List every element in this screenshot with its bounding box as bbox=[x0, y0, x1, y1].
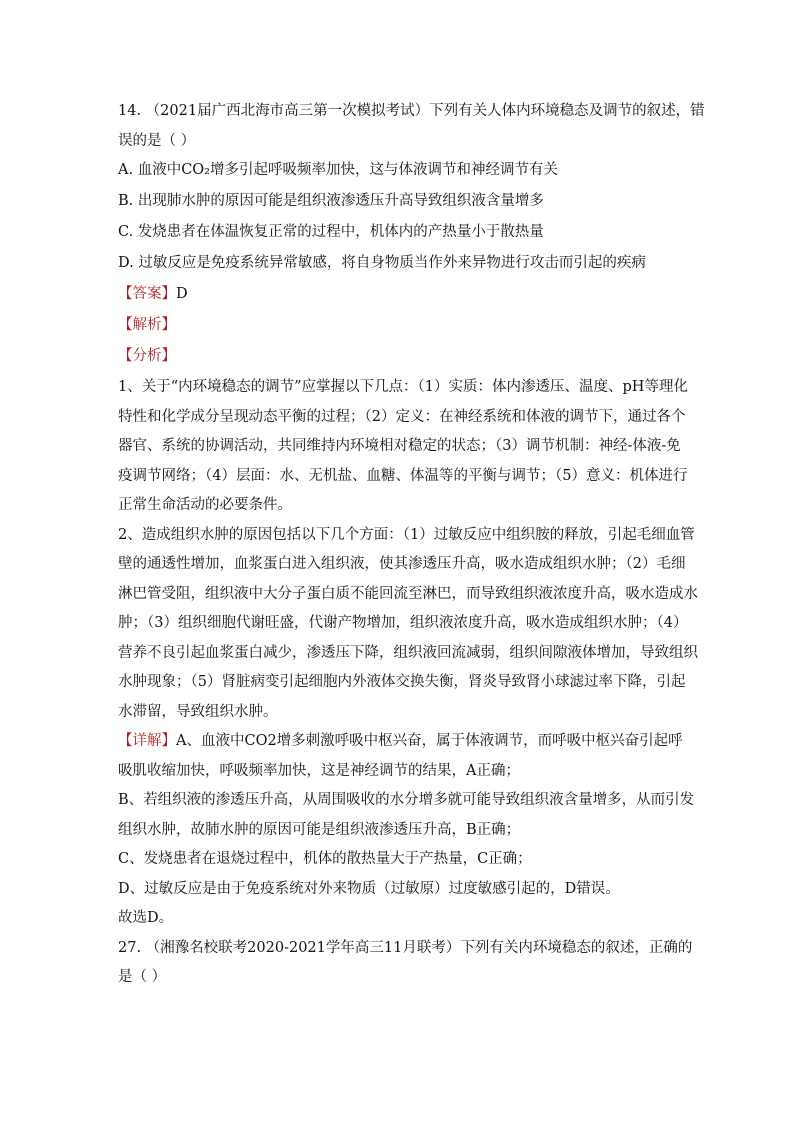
option-b: B. 出现肺水肿的原因可能是组织液渗透压升高导致组织液含量增多 bbox=[118, 193, 544, 209]
analysis-line: 肿；（3）组织细胞代谢旺盛，代谢产物增加，组织液浓度升高，吸水造成组织水肿；（4） bbox=[118, 615, 688, 631]
analysis-line: 壁的通透性增加，血浆蛋白进入组织液，使其渗透压升高，吸水造成组织水肿；（2）毛细 bbox=[118, 556, 686, 572]
analysis-line: 正常生命活动的必要条件。 bbox=[118, 497, 292, 513]
analysis-line: 水滞留，导致组织水肿。 bbox=[118, 703, 278, 720]
analysis-line: 器官、系统的协调活动，共同维持内环境相对稳定的状态；（3）调节机制：神经-体液-免 bbox=[118, 438, 681, 454]
detail-first-text: A、血液中CO2增多刺激呼吸中枢兴奋，属于体液调节，而呼吸中枢兴奋引起呼 bbox=[176, 733, 683, 749]
analysis-line: 营养不良引起血浆蛋白减少，渗透压下降，组织液回流减弱，组织间隙液体增加，导致组织 bbox=[118, 644, 698, 661]
analysis-line: 水肿现象；（5）肾脏病变引起细胞内外液体交换失衡，肾炎导致肾小球滤过率下降，引起 bbox=[118, 674, 686, 690]
stem-line: 是（ ） bbox=[118, 969, 167, 985]
question-14-stem bbox=[118, 100, 705, 153]
detail-line: C、发烧患者在退烧过程中，机体的散热量大于产热量，C正确； bbox=[118, 851, 532, 867]
detail-section bbox=[118, 730, 695, 930]
analysis-line: 淋巴管受阻，组织液中大分子蛋白质不能回流至淋巴，而导致组织液浓度升高，吸水造成水 bbox=[118, 585, 698, 602]
analysis-heading bbox=[118, 314, 682, 337]
fenxi-heading bbox=[118, 345, 682, 368]
detail-line: D、过敏反应是由于免疫系统对外来物质（过敏原）过度敏感引起的，D错误。 bbox=[118, 880, 620, 897]
document-page bbox=[118, 100, 705, 996]
detail-tag: 【详解】 bbox=[118, 733, 176, 749]
option-c: C. 发烧患者在体温恢复正常的过程中，机体内的产热量小于散热量 bbox=[118, 224, 544, 240]
stem-line: 14. （2021届广西北海市高三第一次模拟考试）下列有关人体内环境稳态及调节的叙述，错 bbox=[118, 103, 705, 119]
analysis-point-2 bbox=[118, 524, 698, 724]
answer-value: D bbox=[176, 286, 188, 302]
detail-line: 组织水肿，故肺水肿的原因可能是组织液渗透压升高，B正确； bbox=[118, 821, 521, 838]
detail-line: B、若组织液的渗透压升高，从周围吸收的水分增多就可能导致组织液含量增多，从而引发 bbox=[118, 792, 695, 808]
stem-line: 27. （湘豫名校联考2020-2021学年高三11月联考）下列有关内环境稳态的叙述，正确的 bbox=[118, 939, 693, 956]
analysis-point-1 bbox=[118, 376, 688, 517]
detail-line: 故选D。 bbox=[118, 910, 174, 926]
analysis-line: 特性和化学成分呈现动态平衡的过程；（2）定义：在神经系统和体液的调节下，通过各个 bbox=[118, 408, 686, 425]
question-27 bbox=[118, 937, 693, 990]
stem-line: 误的是（ ） bbox=[118, 132, 196, 149]
detail-line bbox=[118, 730, 682, 753]
fenxi-tag: 【分析】 bbox=[118, 348, 176, 364]
answer-tag: 【答案】 bbox=[118, 286, 176, 302]
analysis-tag: 【解析】 bbox=[118, 317, 176, 333]
detail-line: 吸肌收缩加快，呼吸频率加快，这是神经调节的结果，A正确； bbox=[118, 762, 520, 779]
answer-line bbox=[118, 283, 682, 306]
option-a: A. 血液中CO₂增多引起呼吸频率加快，这与体液调节和神经调节有关 bbox=[118, 162, 558, 178]
analysis-line: 2、造成组织水肿的原因包括以下几个方面：（1）过敏反应中组织胺的释放，引起毛细血管 bbox=[118, 526, 695, 543]
analysis-line: 疫调节网络；（4）层面：水、无机盐、血糖、体温等的平衡与调节；（5）意义：机体进行 bbox=[118, 467, 688, 484]
option-d: D. 过敏反应是免疫系统异常敏感，将自身物质当作外来异物进行攻击而引起的疾病 bbox=[118, 255, 646, 271]
question-14 bbox=[118, 100, 705, 930]
analysis-line: 1、关于“内环境稳态的调节”应掌握以下几点：（1）实质：体内渗透压、温度、pH等理化 bbox=[118, 379, 688, 395]
